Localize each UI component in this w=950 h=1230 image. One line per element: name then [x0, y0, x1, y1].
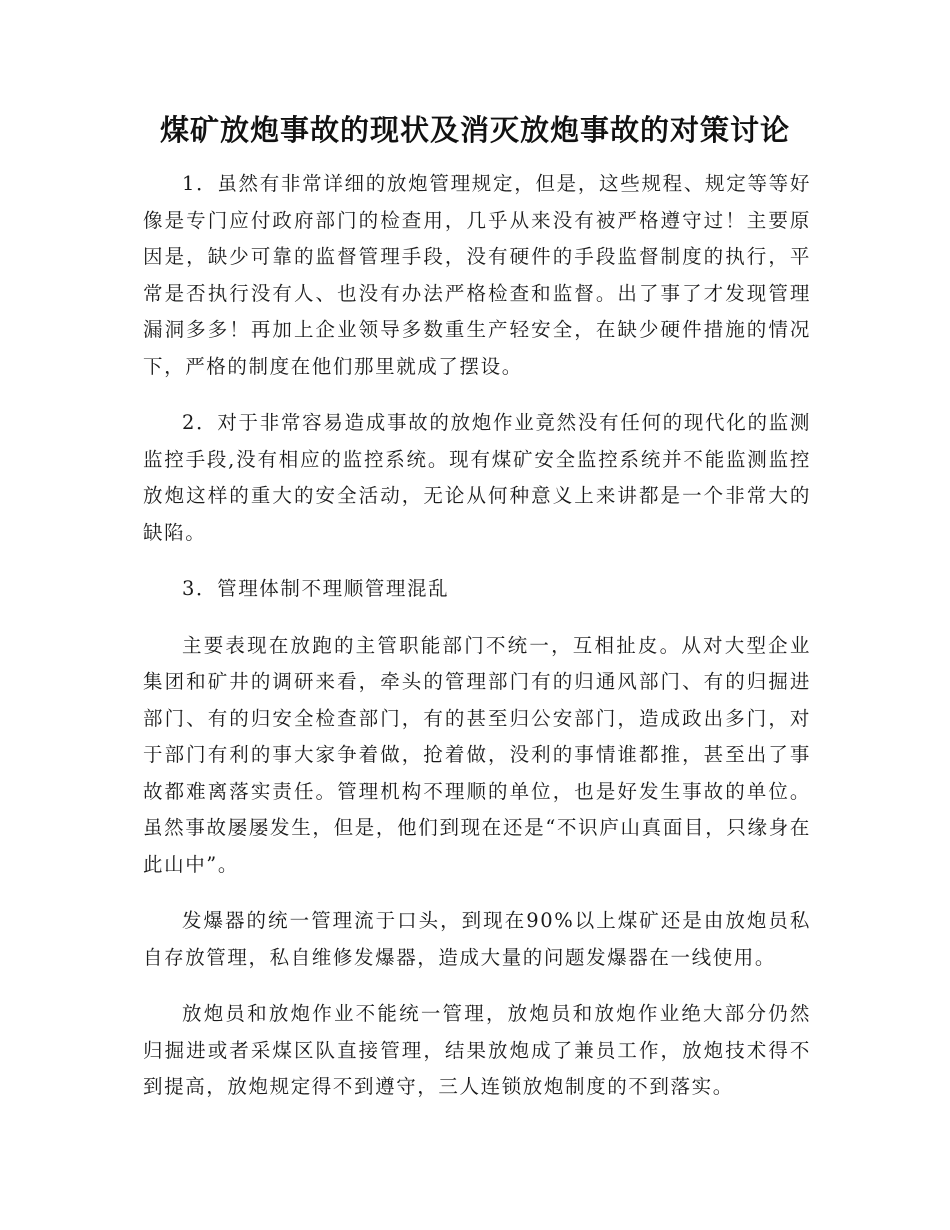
paragraph-2: 2．对于非常容易造成事故的放炮作业竟然没有任何的现代化的监测监控手段,没有相应的监控系统。现有煤矿安全监控系统并不能监测监控放炮这样的重大的安全活动，无论从何种意义上来讲都是一个非常大的缺陷。: [143, 411, 811, 544]
paragraph-1: 1．虽然有非常详细的放炮管理规定，但是，这些规程、规定等等好像是专门应付政府部门的检查用，几乎从来没有被严格遵守过！主要原因是，缺少可靠的监督管理手段，没有硬件的手段监督制度的执行，平常是否执行没有人、也没有办法严格检查和监督。出了事了才发现管理漏洞多多！再加上企业领导多数重生产轻安全，在缺少硬件措施的情况下，严格的制度在他们那里就成了摆设。: [143, 172, 811, 378]
paragraph-3-heading: 3．管理体制不理顺管理混乱: [182, 577, 450, 600]
paragraph-5: 发爆器的统一管理流于口头，到现在90%以上煤矿还是由放炮员私自存放管理，私自维修发爆器，造成大量的问题发爆器在一线使用。: [143, 909, 811, 969]
document-body: [143, 166, 811, 1126]
paragraph-4: 主要表现在放跑的主管职能部门不统一，互相扯皮。从对大型企业集团和矿井的调研来看，牵头的管理部门有的归通风部门、有的归掘进部门、有的归安全检查部门，有的甚至归公安部门，造成政出多门，对于部门有利的事大家争着做，抢着做，没利的事情谁都推，甚至出了事故都难离落实责任。管理机构不理顺的单位，也是好发生事故的单位。虽然事故屡屡发生，但是，他们到现在还是“不识庐山真面目，只缘身在此山中”。: [143, 633, 811, 876]
paragraph-6: 放炮员和放炮作业不能统一管理，放炮员和放炮作业绝大部分仍然归掘进或者采煤区队直接管理，结果放炮成了兼员工作，放炮技术得不到提高，放炮规定得不到遵守，三人连锁放炮制度的不到落实。: [143, 1002, 811, 1098]
document-title: 煤矿放炮事故的现状及消灭放炮事故的对策讨论: [159, 113, 790, 147]
